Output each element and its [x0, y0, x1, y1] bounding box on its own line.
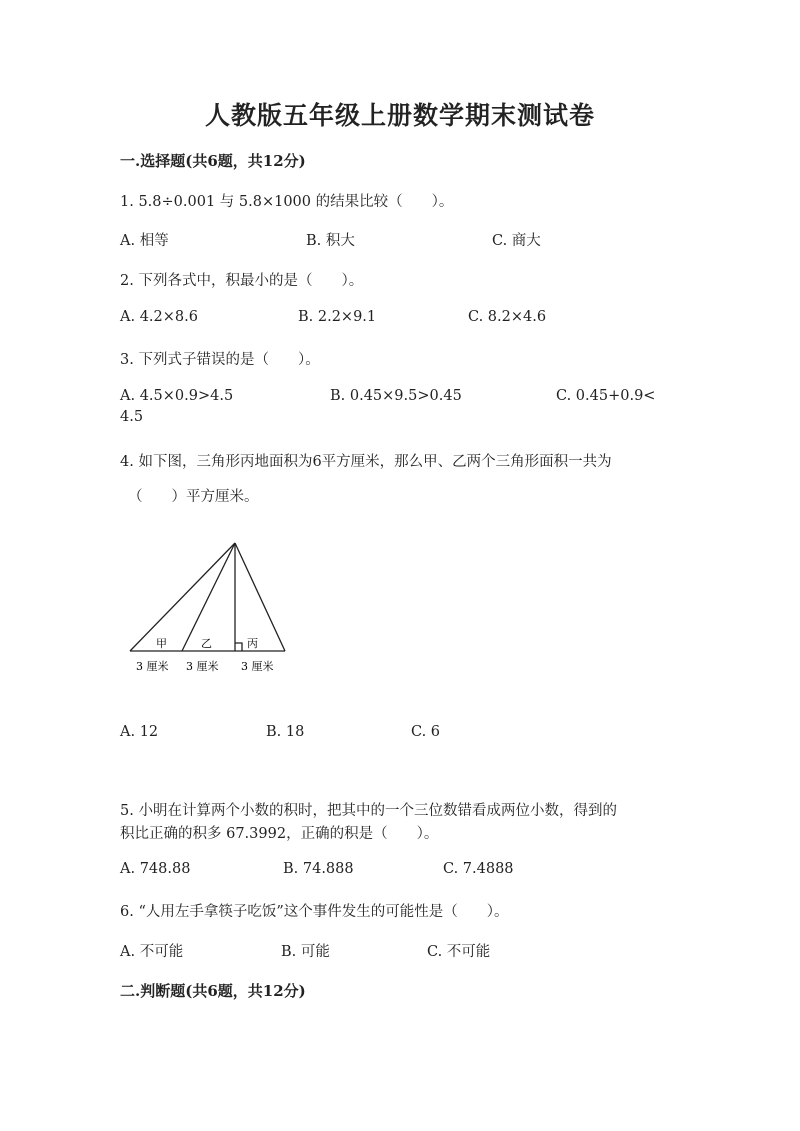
triangle-figure: [120, 535, 300, 680]
right-angle-mark: [235, 643, 242, 651]
question-2-stem: 2. 下列各式中，积最小的是（ ）。: [120, 273, 364, 289]
question-1-option-b: B. 积大: [306, 233, 355, 249]
question-6-stem: 6. “人用左手拿筷子吃饭”这个事件发生的可能性是（ ）。: [120, 904, 509, 920]
label-jia: 甲: [156, 637, 167, 650]
question-6-option-a: A. 不可能: [120, 944, 184, 960]
question-4-option-c: C. 6: [411, 724, 441, 740]
question-5-option-c: C. 7.4888: [443, 861, 514, 877]
question-5-stem-line1: 5. 小明在计算两个小数的积时，把其中的一个三位数错看成两位小数，得到的: [120, 803, 617, 819]
measure-2: 3 厘米: [186, 660, 219, 673]
measure-1: 3 厘米: [136, 660, 169, 673]
question-3-option-c: C. 0.45+0.9<: [556, 388, 656, 404]
question-4-option-a: A. 12: [120, 724, 159, 740]
page-title: 人教版五年级上册数学期末测试卷: [204, 101, 595, 130]
triangle-left-side: [130, 543, 235, 651]
question-5-stem-line2: 积比正确的积多 67.3992，正确的积是（ ）。: [120, 826, 439, 842]
question-1-option-c: C. 商大: [492, 233, 541, 249]
question-2-option-a: A. 4.2×8.6: [120, 309, 198, 325]
question-3-option-b: B. 0.45×9.5>0.45: [330, 388, 462, 404]
question-3-stem: 3. 下列式子错误的是（ ）。: [120, 352, 320, 368]
question-6-option-c: C. 不可能: [427, 944, 491, 960]
question-5-option-b: B. 74.888: [283, 861, 354, 877]
question-4-stem-line2: （ ）平方厘米。: [128, 489, 259, 505]
question-1-option-a: A. 相等: [120, 233, 169, 249]
question-2-option-c: C. 8.2×4.6: [468, 309, 547, 325]
question-3-option-c-wrap: 4.5: [120, 409, 144, 425]
question-4-stem-line1: 4. 如下图，三角形丙地面积为6平方厘米，那么甲、乙两个三角形面积一共为: [120, 454, 612, 470]
section-heading-judgement: 二.判断题(共6题，共12分): [120, 982, 306, 1000]
question-4-option-b: B. 18: [266, 724, 305, 740]
question-3-option-a: A. 4.5×0.9>4.5: [120, 388, 234, 404]
question-5-option-a: A. 748.88: [120, 861, 191, 877]
question-6-option-b: B. 可能: [281, 944, 330, 960]
section-heading-choice: 一.选择题(共6题，共12分): [120, 152, 306, 170]
triangle-right-side: [235, 543, 285, 651]
question-1-stem: 1. 5.8÷0.001 与 5.8×1000 的结果比较（ ）。: [120, 194, 454, 210]
label-yi: 乙: [201, 637, 212, 650]
question-2-option-b: B. 2.2×9.1: [298, 309, 377, 325]
label-bing: 丙: [247, 637, 258, 650]
triangle-divider-1: [182, 543, 235, 651]
measure-3: 3 厘米: [241, 660, 274, 673]
